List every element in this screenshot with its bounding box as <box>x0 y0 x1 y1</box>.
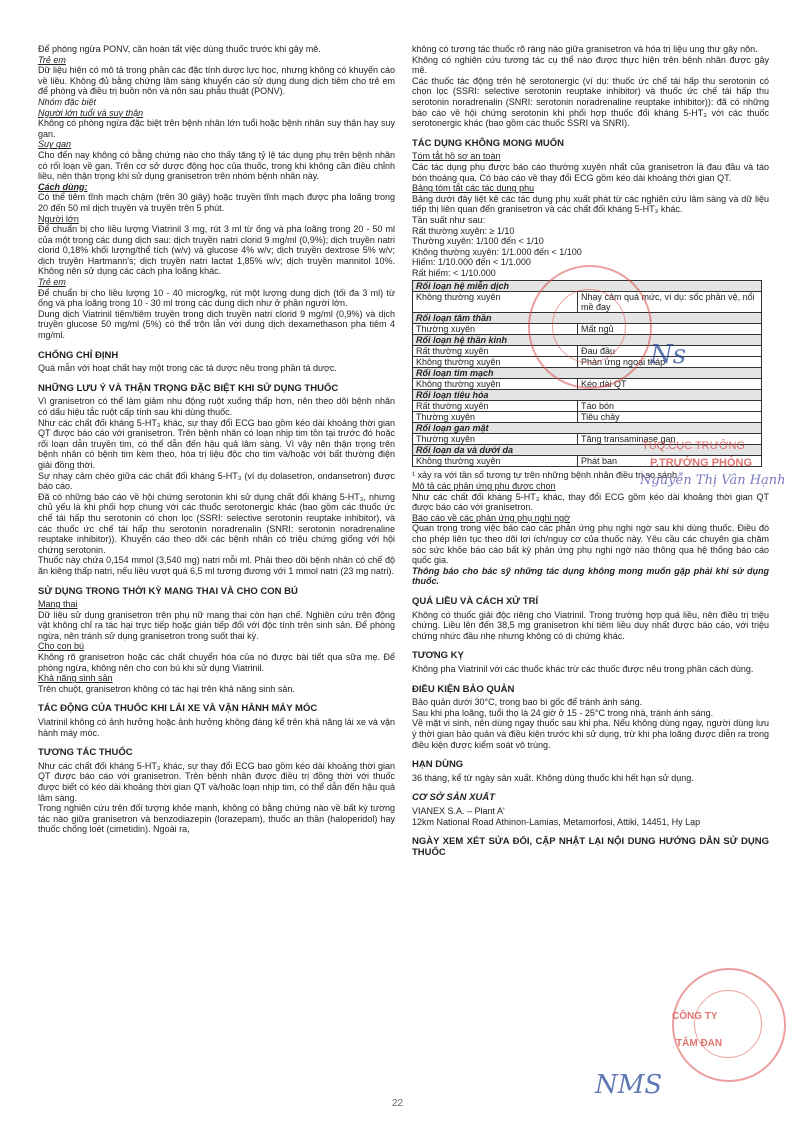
table-group-heading: Rối loạn tâm thần <box>413 313 762 324</box>
section-manufacturer: CƠ SỞ SẢN XUẤT <box>412 792 495 804</box>
section-warnings: NHỮNG LƯU Ý VÀ THẬN TRỌNG ĐẶC BIỆT KHI SỬ DỤNG THUỐC <box>38 382 339 394</box>
table-cell-effect: Táo bón <box>578 401 762 412</box>
subheading-table: Bảng tóm tắt các tác dụng phụ <box>412 183 535 194</box>
table-cell-frequency: Thường xuyên <box>413 324 578 335</box>
paragraph: Có thể tiêm tĩnh mạch chậm (trên 30 giây) hoặc truyền tĩnh mạch được pha loãng trong 20 đến 50 ml dịch truyền và truyền trên 5 phút. <box>38 192 395 213</box>
table-cell-frequency: Không thường xuyên <box>413 456 578 467</box>
subheading-usage: Cách dùng: <box>38 181 88 192</box>
paragraph: Để chuẩn bị cho liều lượng 10 - 40 microg/kg, rút một lượng dung dịch (tối đa 3 ml) từ ống và pha loãng trong 10 - 30 ml trong các dung dịch như ở phần người lớn. <box>38 287 395 309</box>
section-overdose: QUÁ LIỀU VÀ CÁCH XỬ TRÍ <box>412 596 539 607</box>
right-column <box>412 44 769 860</box>
freq-item: Thường xuyên: 1/100 đến < 1/10 <box>412 236 544 247</box>
stamp-text: TÂM ĐAN <box>676 1038 723 1049</box>
freq-item: Không thường xuyên: 1/1.000 đến < 1/100 <box>412 246 582 257</box>
table-group-heading: Rối loạn tim mạch <box>413 368 762 379</box>
paragraph: Như các chất đối kháng 5-HT₃ khác, thay đổi ECG gồm kéo dài khoảng thời gian QT được báo cáo với granisetron. <box>412 491 769 513</box>
paragraph: Quá mẫn với hoạt chất hay một trong các tá dược nêu trong phần tá dược. <box>38 363 337 374</box>
table-cell-effect: Phát ban <box>578 456 762 467</box>
paragraph: Dung dịch Viatrinil tiêm/tiêm truyền trong dịch truyền natri clorid 9 mg/ml (0,9%) và dịch truyền glucose 50 mg/ml (5%) có thể trộn lẫn với dung dịch dexamethason pha tiêm 4 mg/ml. <box>38 308 395 341</box>
freq-item: Rất thường xuyên: ≥ 1/10 <box>412 225 515 236</box>
section-expiry: HẠN DÙNG <box>412 759 464 771</box>
table-group-heading: Rối loạn hệ thần kinh <box>413 335 762 346</box>
freq-item: Rất hiếm: < 1/10.000 <box>412 267 496 278</box>
paragraph: Sự nhạy cảm chéo giữa các chất đối kháng 5-HT₃ (ví dụ dolasetron, ondansetron) được báo cáo. <box>38 470 395 492</box>
section-incompatibility: TƯƠNG KỴ <box>412 650 464 662</box>
paragraph: Thuốc này chứa 0,154 mmol (3,540 mg) natri mỗi ml. Phải theo dõi bệnh nhân có chế độ ăn kiêng thấp natri, nếu liều vượt quá 6,5 ml tương đương với 1 mmol natri (23 mg natri). <box>38 555 395 576</box>
table-group-row <box>413 423 762 434</box>
section-interactions: TƯƠNG TÁC THUỐC <box>38 747 133 759</box>
signature: Ns <box>650 340 687 370</box>
freq-item: Hiếm: 1/10.000 đến < 1/1.000 <box>412 257 531 268</box>
table-cell-frequency: Không thường xuyên <box>413 379 578 390</box>
paragraph: Dữ liệu sử dụng granisetron trên phụ nữ mang thai còn hạn chế. Nghiên cứu trên động vật không chỉ ra tác hại trực tiếp hoặc gián tiếp đối với độc tính trên sinh sản. Để phòng ngừa, nên tránh sử dụng granisetron trong suốt thai kỳ. <box>38 609 395 641</box>
section-storage: ĐIỀU KIỆN BẢO QUẢN <box>412 683 515 695</box>
table-cell-frequency: Không thường xuyên <box>413 357 578 368</box>
signature: NMS <box>595 1070 663 1100</box>
table-group-heading: Rối loạn gan mật <box>413 423 762 434</box>
paragraph: Không pha Viatrinil với các thuốc khác trừ các thuốc được nêu trong phần cách dùng. <box>412 663 754 674</box>
section-review-date: NGÀY XEM XÉT SỬA ĐỔI, CẬP NHẬT LẠI NỘI DUNG HƯỚNG DẪN SỬ DỤNG THUỐC <box>412 836 769 858</box>
official-stamp <box>528 265 652 389</box>
subheading-desc: Mô tả các phản ứng phụ được chọn <box>412 481 556 492</box>
paragraph: Quan trọng trong việc báo cáo các phản ứng phụ nghi ngờ sau khi dùng thuốc. Điều đó cho phép liên tục theo dõi lợi ích/nguy cơ của thuốc này. Yêu cầu các chuyên gia chăm sóc sức khỏe báo cáo bất kỳ phản ứng phụ nghi ngờ nào thông qua hệ thống báo cáo quốc gia. <box>412 523 769 566</box>
subheading-safety: Tóm tắt hồ sơ an toàn <box>412 151 501 162</box>
paragraph: Không có nghiên cứu tương tác cụ thể nào được thực hiện trên bệnh nhân được gây mê. <box>412 54 769 76</box>
paragraph: Để phòng ngừa PONV, cần hoàn tất việc dùng thuốc trước khi gây mê. <box>38 44 321 54</box>
paragraph: Không rõ granisetron hoặc các chất chuyển hóa của nó được bài tiết qua sữa mẹ. Để phòng ngừa, không nên cho con bú khi sử dụng Viatrinil. <box>38 652 395 673</box>
table-group-heading: Rối loạn tiêu hóa <box>413 390 762 401</box>
table-cell-effect: Tiêu chảy <box>578 412 762 423</box>
subheading-liver: Suy gan <box>38 139 72 150</box>
paragraph: Để chuẩn bị cho liều lượng Viatrinil 3 mg, rút 3 ml từ ống và pha loãng trong 20 - 50 ml của một trong các dung dịch sau: dịch truyền natri clorid 9 mg/ml (0,9%); dịch truyền natri clorid 0,18% khối lượng/thể tích (w/v) và glucose 4% w/v; dịch truyền dextrose 5% w/v; dịch truyền Hartmann's; dịch truyền natri lactat 1,85% w/v; dịch truyền mannitol 10%. Không nên sử dụng các cách pha loãng khác. <box>38 224 395 277</box>
table-cell-frequency: Thường xuyên <box>413 412 578 423</box>
company-stamp <box>672 968 786 1082</box>
subheading-child2: Trẻ em <box>38 277 66 288</box>
table-cell-frequency: Thường xuyên <box>413 434 578 445</box>
section-pregnancy: SỬ DỤNG TRONG THỜI KỲ MANG THAI VÀ CHO CON BÚ <box>38 585 298 597</box>
paragraph: 36 tháng, kể từ ngày sản xuất. Không dùng thuốc khi hết hạn sử dụng. <box>412 772 694 783</box>
table-cell-frequency: Rất thường xuyên <box>413 401 578 412</box>
paragraph-notice: Thông báo cho bác sỹ những tác dụng không mong muốn gặp phải khi sử dụng thuốc. <box>412 565 769 587</box>
paragraph: Các thuốc tác động trên hệ serotonergic (ví dụ: thuốc ức chế tái hấp thu serotonin có chọn lọc (SSRI: selective serotonin reuptake inhibitor) và thuốc ức chế tái hấp thu serotonin noradrenalin (SNRI: serotonin noradrenaline reuptake inhibitor)): đã có những báo cáo về hội chứng serotonin khi phối hợp thuốc đối kháng 5-HT₃ với các thuốc serotonergic khác (bao gồm các thuốc SSRI và SNRI). <box>412 75 769 129</box>
subheading-special: Nhóm đặc biệt <box>38 96 97 107</box>
paragraph: không có tương tác thuốc rõ ràng nào giữa granisetron và hóa trị liệu ung thư gây nôn. <box>412 44 758 54</box>
subheading-pregnancy: Mang thai <box>38 599 78 610</box>
subheading-lactation: Cho con bú <box>38 641 85 652</box>
left-column <box>38 44 395 835</box>
stamp-text: CÔNG TY <box>672 1011 718 1022</box>
paragraph: Đã có những báo cáo về hội chứng serotonin khi sử dụng chất đối kháng 5-HT₃, nhưng chủ yếu là khi phối hợp chung với các thuốc serotonergic khác (bao gồm các thuốc ức chế tái hấp thu serotonin có chọn lọc (SSRI: selective serotonin reuptake inhibitor), và các thuốc ức chế tái hấp thu serotonin noradrenalin (SNRI: serotonin noradrenaline reuptake inhibitor)). Khuyến cáo theo dõi các bệnh nhân có triệu chứng giống với hội chứng serotonin. <box>38 491 395 555</box>
paragraph: Như các chất đối kháng 5-HT₃ khác, sự thay đổi ECG bao gồm kéo dài khoảng thời gian QT được báo cáo với granisetron. Trên bệnh nhân được điều trị đồng thời với thuốc được biết có kéo dài khoảng thời gian QT và/hoặc loạn nhịp tim, có thể dẫn đến hậu quả lâm sàng. <box>38 760 395 803</box>
table-cell-effect: Mất ngủ <box>578 324 762 335</box>
table-group-row <box>413 390 762 401</box>
table-group-heading: Rối loạn da và dưới da <box>413 445 762 456</box>
paragraph: Không có phòng ngừa đặc biệt trên bệnh nhân lớn tuổi hoặc bệnh nhân suy thận hay suy gan. <box>38 118 395 139</box>
paragraph: Không có thuốc giải độc riêng cho Viatrinil. Trong trường hợp quá liều, nên điều trị triệu chứng. Liều lên đến 38,5 mg granisetron khi tiêm liều duy nhất được báo cáo, với triệu chứng nhức đầu nhẹ nhưng không có di chứng khác. <box>412 609 769 641</box>
manufacturer-name: VIANEX S.A. – Plant A' <box>412 805 505 816</box>
table-group-heading: Rối loạn hệ miễn dịch <box>413 281 762 292</box>
table-cell-effect: Tăng transaminase gan <box>578 434 762 445</box>
paragraph: Các tác dụng phụ được báo cáo thường xuyên nhất của granisetron là đau đầu và táo bón thoáng qua. Có báo cáo về thay đổi ECG gồm kéo dài khoảng thời gian QT. <box>412 161 769 183</box>
subheading-child: Trẻ em <box>38 54 66 65</box>
paragraph: Cho đến nay không có bằng chứng nào cho thấy tăng tỷ lệ tác dụng phụ trên bệnh nhân có rối loạn về gan. Trên cơ sở dược động học của thuốc, trong khi không cần điều chỉnh liều, nên thận trọng khi sử dụng granisetron trên nhóm bệnh nhân này. <box>38 149 395 182</box>
paragraph: Về mặt vi sinh, nên dùng ngay thuốc sau khi pha. Nếu không dùng ngay, người dùng lưu ý thời gian bảo quản và điều kiện trước khi sử dụng, trừ khi pha loãng được diễn ra trong điều kiện được kiểm soát vô trùng. <box>412 718 769 750</box>
section-driving: TÁC ĐỘNG CỦA THUỐC KHI LÁI XE VÀ VẬN HÀNH MÁY MÓC <box>38 703 318 715</box>
subheading-adult: Người lớn <box>38 213 79 224</box>
table-row <box>413 401 762 412</box>
freq-title: Tần suất như sau: <box>412 214 486 225</box>
paragraph: Sau khi pha loãng, tuổi thọ là 24 giờ ở 15 - 25°C trong nhà, tránh ánh sáng. <box>412 707 714 718</box>
subheading-report: Báo cáo về các phản ứng phụ nghi ngờ <box>412 512 571 523</box>
paragraph: Trong nghiên cứu trên đối tượng khỏe mạnh, không có bằng chứng nào về bất kỳ tương tác nào giữa granisetron và benzodiazepin (lorazepam), thuốc an thần (haloperidol) hay thuốc chống loét (cimetidin). Ngoài ra, <box>38 803 395 835</box>
page-number: 22 <box>392 1098 404 1109</box>
stamp-text: TUQ.CỤC TRƯỞNG <box>642 440 745 452</box>
paragraph: Viatrinil không có ảnh hưởng hoặc ảnh hưởng không đáng kể trên khả năng lái xe và vận hành máy móc. <box>38 717 395 738</box>
table-cell-frequency: Rất thường xuyên <box>413 346 578 357</box>
section-contraindications: CHỐNG CHỈ ĐỊNH <box>38 349 119 361</box>
paragraph: Vì granisetron có thể làm giảm nhu động ruột xuống thấp hơn, nên theo dõi bệnh nhân có dấu hiệu tắc ruột cấp tính sau khi dùng thuốc. <box>38 396 395 417</box>
table-row <box>413 412 762 423</box>
paragraph: Như các chất đối kháng 5-HT₃ khác, sự thay đổi ECG bao gồm kéo dài khoảng thời gian QT được báo cáo với granisetron. Trên bệnh nhân có loạn nhịp tim tồn tại trước đó hoặc rối loạn dẫn truyền tim, có thể dẫn đến hậu quả lâm sàng. Vì vậy nên thận trọng trên bệnh nhân có bệnh tim kèm theo, hóa trị liệu độc cho tim và/hoặc với bất thường điện giải đồng thời. <box>38 417 395 470</box>
footnote: ¹ xảy ra với tần số tương tự trên những bệnh nhân điều trị so sánh. <box>412 470 680 481</box>
paragraph: Trên chuột, granisetron không có tác hại trên khả năng sinh sản. <box>38 683 295 694</box>
table-cell-effect: Kéo dài QT <box>578 379 762 390</box>
manufacturer-address: 12km National Road Athinon-Lamias, Metamorfosi, Attiki, 14451, Hy Lạp <box>412 816 701 827</box>
table-cell-frequency: Không thường xuyên <box>413 292 578 313</box>
subheading-fertility: Khả năng sinh sản <box>38 673 113 684</box>
section-adverse-effects: TÁC DỤNG KHÔNG MONG MUỐN <box>412 137 564 149</box>
paragraph: Dữ liệu hiện có mô tả trong phần các đặc tính dược lực học, nhưng không có khuyến cáo về liều. Không đủ bằng chứng lâm sàng khuyến cáo sử dụng dung dịch tiêm cho trẻ em để phòng và điều trị buồn nôn và nôn sau phẫu thuật (PONV). <box>38 65 395 97</box>
table-cell-effect: Đau đầu <box>578 346 762 357</box>
paragraph: Bảng dưới đây liệt kê các tác dụng phụ xuất phát từ các nghiên cứu lâm sàng và dữ liệu tiếp thị liên quan đến granisetron và các chất đối kháng 5-HT₃ khác. <box>412 193 769 215</box>
table-cell-effect: Nhạy cảm quá mức, ví dụ: sốc phản vệ, nổi mề đay <box>578 292 762 313</box>
signer-name: Nguyễn Thị Vân Hạnh <box>640 473 786 488</box>
paragraph: Bảo quản dưới 30°C, trong bao bì gốc để tránh ánh sáng. <box>412 697 643 708</box>
table-cell-effect: Phản ứng ngoại tháp <box>578 357 762 368</box>
stamp-text: P.TRƯỞNG PHÒNG <box>650 457 753 469</box>
subheading-elderly: Người lớn tuổi và suy thận <box>38 107 144 118</box>
